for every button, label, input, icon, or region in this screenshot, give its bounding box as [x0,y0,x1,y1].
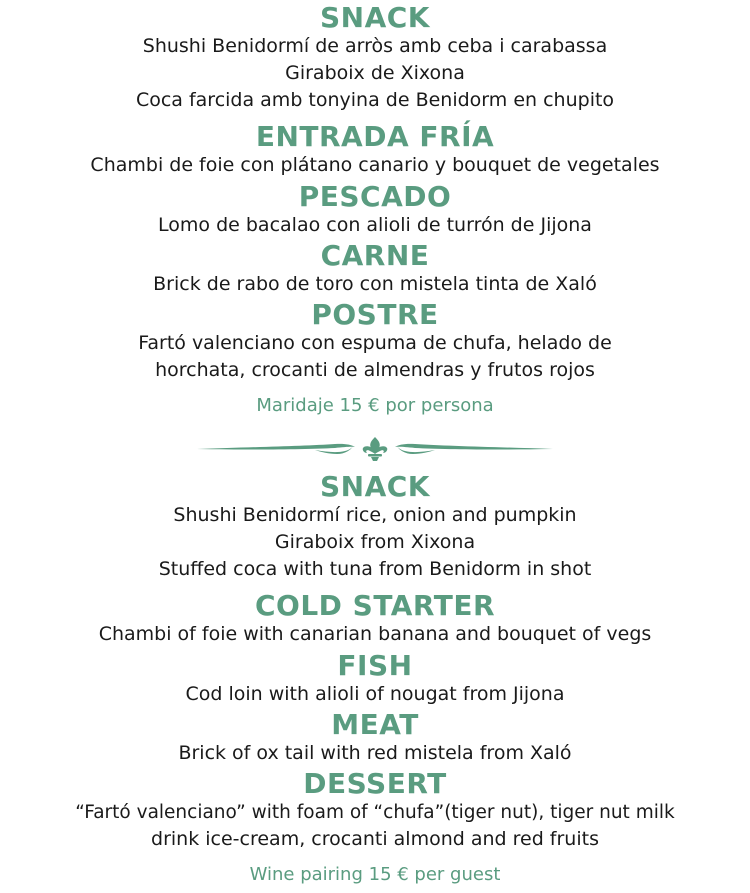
section-heading-dessert: DESSERT [303,767,447,800]
wine-pairing-price: Maridaje 15 € por persona [256,395,494,416]
dish-item: Lomo de bacalao con alioli de turrón de Jijona [158,214,592,236]
fleur-de-lis-ornament-icon [195,434,555,464]
section-heading-snack: SNACK [319,470,430,503]
dish-item: horchata, crocanti de almendras y frutos rojos [155,359,595,381]
dish-item: Stuffed coca with tuna from Benidorm in shot [158,558,592,580]
dish-item: drink ice-cream, crocanti almond and red fruits [151,828,599,850]
section-heading-carne: CARNE [320,239,430,272]
section-heading-postre: POSTRE [311,298,439,331]
section-heading-snack: SNACK [319,1,430,34]
dish-item: Chambi de foie con plátano canario y bouquet de vegetales [90,154,660,176]
dish-item: Chambi of foie with canarian banana and bouquet of vegs [98,623,652,645]
section-heading-cold-starter: COLD STARTER [254,589,496,622]
dish-item: Brick of ox tail with red mistela from Xaló [178,742,572,764]
dish-item: Fartó valenciano con espuma de chufa, helado de [138,332,612,354]
section-heading-pescado: PESCADO [298,180,452,213]
ornamental-divider [0,434,750,464]
dish-item: “Fartó valenciano” with foam of “chufa”(tiger nut), tiger nut milk [75,802,675,823]
wine-pairing-price: Wine pairing 15 € per guest [249,864,501,885]
dish-item: Shushi Benidormí de arròs amb ceba i carabassa [142,35,608,57]
section-heading-fish: FISH [337,649,413,682]
section-heading-entrada-fria: ENTRADA FRÍA [255,120,495,153]
section-heading-meat: MEAT [331,708,419,741]
dish-item: Brick de rabo de toro con mistela tinta de Xaló [153,273,597,295]
dish-item: Shushi Benidormí rice, onion and pumpkin [173,504,577,526]
dish-item: Giraboix de Xixona [285,62,465,84]
menu-spanish [0,0,750,418]
menu-english [0,472,750,887]
dish-item: Giraboix from Xixona [274,531,476,553]
dish-item: Cod loin with alioli of nougat from Jijona [185,683,565,705]
dish-item: Coca farcida amb tonyina de Benidorm en chupito [135,89,615,111]
